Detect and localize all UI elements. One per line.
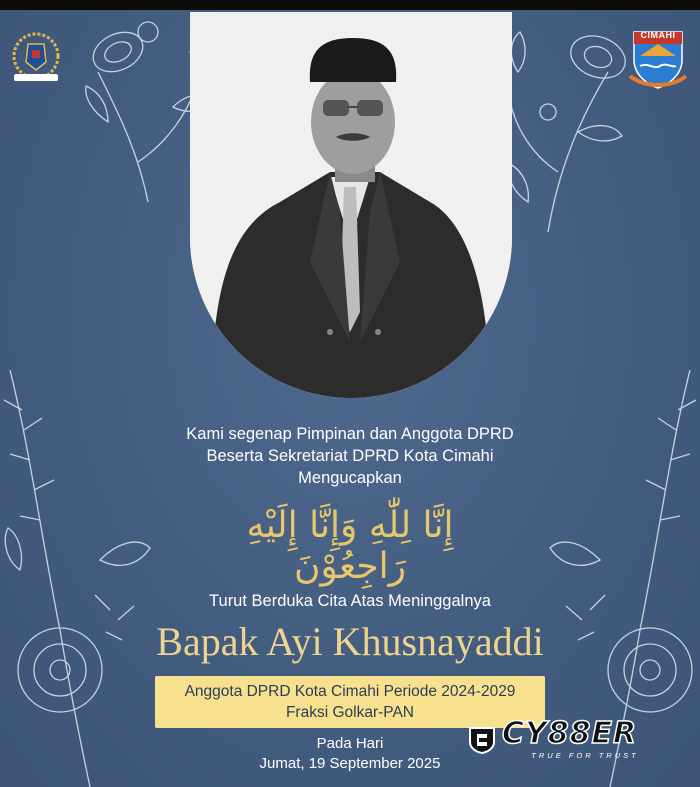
cimahi-logo-label: CIMAHI [640,30,676,40]
message-line-1: Kami segenap Pimpinan dan Anggota DPRD [186,425,514,443]
message-line-2: Beserta Sekretariat DPRD Kota Cimahi [206,447,494,465]
position-line-2: Fraksi Golkar-PAN [285,704,415,721]
top-black-bar [0,0,700,10]
watermark-brand: CY88ER [502,716,638,751]
deceased-name: Bapak Ayi Khusnayaddi [156,619,544,664]
dprd-emblem-logo [6,28,66,88]
arabic-inna-lillahi: إِنَّا لِلّٰهِ وَإِنَّا إِلَيْهِ رَاجِعُوْنَ [246,505,454,587]
position-line-1: Anggota DPRD Kota Cimahi Periode 2024-2029 [184,683,516,700]
watermark-shield-icon [466,724,498,754]
date-value: Jumat, 19 September 2025 [259,755,441,772]
date-label: Pada Hari [316,735,384,752]
condolence-line: Turut Berduka Cita Atas Meninggalnya [209,592,491,610]
watermark-tagline: TRUE FOR TRUST [531,751,639,760]
message-line-3: Mengucapkan [298,469,402,487]
portrait-photo [190,12,512,398]
